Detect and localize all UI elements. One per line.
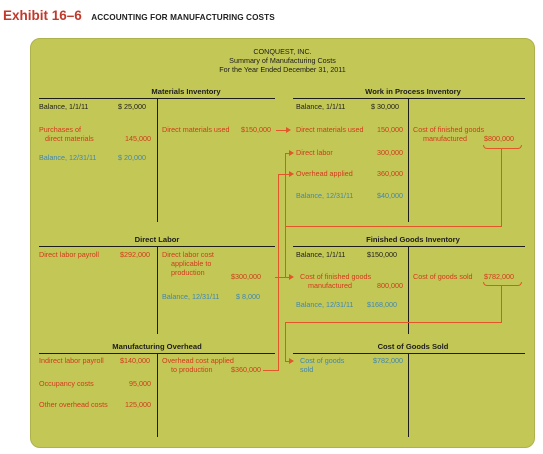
exhibit-title: ACCOUNTING FOR MANUFACTURING COSTS bbox=[91, 13, 275, 22]
debit-value: 95,000 bbox=[129, 379, 151, 388]
debit-value: $ 30,000 bbox=[371, 102, 399, 111]
ending-balance-label: Balance, 12/31/11 bbox=[162, 292, 220, 301]
credit-label: Overhead cost applied bbox=[162, 356, 234, 365]
credit-label: applicable to bbox=[171, 259, 212, 268]
debit-value: $782,000 bbox=[373, 356, 403, 365]
debit-label: sold bbox=[300, 365, 314, 374]
debit-value: $140,000 bbox=[120, 356, 150, 365]
account-title: Manufacturing Overhead bbox=[112, 342, 202, 351]
account-title: Cost of Goods Sold bbox=[377, 342, 449, 351]
exhibit-header bbox=[3, 7, 275, 25]
ending-balance-value: $40,000 bbox=[377, 191, 403, 200]
ending-balance-label: Balance, 12/31/11 bbox=[296, 300, 354, 309]
debit-value: $292,000 bbox=[120, 250, 150, 259]
debit-label: Balance, 1/1/11 bbox=[39, 102, 89, 111]
credit-value: $360,000 bbox=[231, 365, 261, 374]
company-name: CONQUEST, INC. bbox=[253, 47, 312, 56]
credit-label: Cost of finished goods bbox=[413, 125, 485, 134]
ending-balance-label: Balance, 12/31/11 bbox=[296, 191, 354, 200]
ending-balance-value: $168,000 bbox=[367, 300, 397, 309]
credit-label: production bbox=[171, 268, 205, 277]
debit-label: Balance, 1/1/11 bbox=[296, 102, 346, 111]
debit-label: Direct labor bbox=[296, 148, 333, 157]
debit-label: Other overhead costs bbox=[39, 400, 108, 409]
credit-label: manufactured bbox=[423, 134, 467, 143]
debit-label: Cost of finished goods bbox=[300, 272, 372, 281]
debit-label: manufactured bbox=[308, 281, 352, 290]
debit-label: Balance, 1/1/11 bbox=[296, 250, 346, 259]
ending-balance-value: $ 8,000 bbox=[236, 292, 260, 301]
cost-flow-panel bbox=[30, 38, 535, 448]
debit-value: 300,000 bbox=[377, 148, 403, 157]
credit-label: to production bbox=[171, 365, 213, 374]
debit-value: $ 25,000 bbox=[118, 102, 146, 111]
debit-value: 800,000 bbox=[377, 281, 403, 290]
credit-value: $150,000 bbox=[241, 125, 271, 134]
ending-balance-value: $ 20,000 bbox=[118, 153, 146, 162]
account-title: Materials Inventory bbox=[151, 87, 221, 96]
credit-value: $300,000 bbox=[231, 272, 261, 281]
credit-label: Cost of goods sold bbox=[413, 272, 473, 281]
debit-label: Occupancy costs bbox=[39, 379, 94, 388]
debit-value: 125,000 bbox=[125, 400, 151, 409]
debit-value: 150,000 bbox=[377, 125, 403, 134]
debit-value: 145,000 bbox=[125, 134, 151, 143]
ending-balance-label: Balance, 12/31/11 bbox=[39, 153, 97, 162]
credit-label: Direct materials used bbox=[162, 125, 230, 134]
debit-label: Cost of goods bbox=[300, 356, 345, 365]
report-title: Summary of Manufacturing Costs bbox=[229, 56, 336, 65]
account-title: Work in Process Inventory bbox=[365, 87, 461, 96]
debit-label: Overhead applied bbox=[296, 169, 353, 178]
exhibit-number: Exhibit 16–6 bbox=[3, 8, 82, 23]
account-title: Finished Goods Inventory bbox=[366, 235, 460, 244]
debit-value: 360,000 bbox=[377, 169, 403, 178]
debit-label: Purchases of bbox=[39, 125, 81, 134]
debit-label: Indirect labor payroll bbox=[39, 356, 104, 365]
debit-label: Direct materials used bbox=[296, 125, 364, 134]
account-title: Direct Labor bbox=[134, 235, 180, 244]
credit-value: $800,000 bbox=[484, 134, 514, 143]
credit-label: Direct labor cost bbox=[162, 250, 214, 259]
credit-value: $782,000 bbox=[484, 272, 514, 281]
debit-label: direct materials bbox=[45, 134, 94, 143]
debit-value: $150,000 bbox=[367, 250, 397, 259]
report-period: For the Year Ended December 31, 2011 bbox=[219, 65, 346, 74]
debit-label: Direct labor payroll bbox=[39, 250, 99, 259]
